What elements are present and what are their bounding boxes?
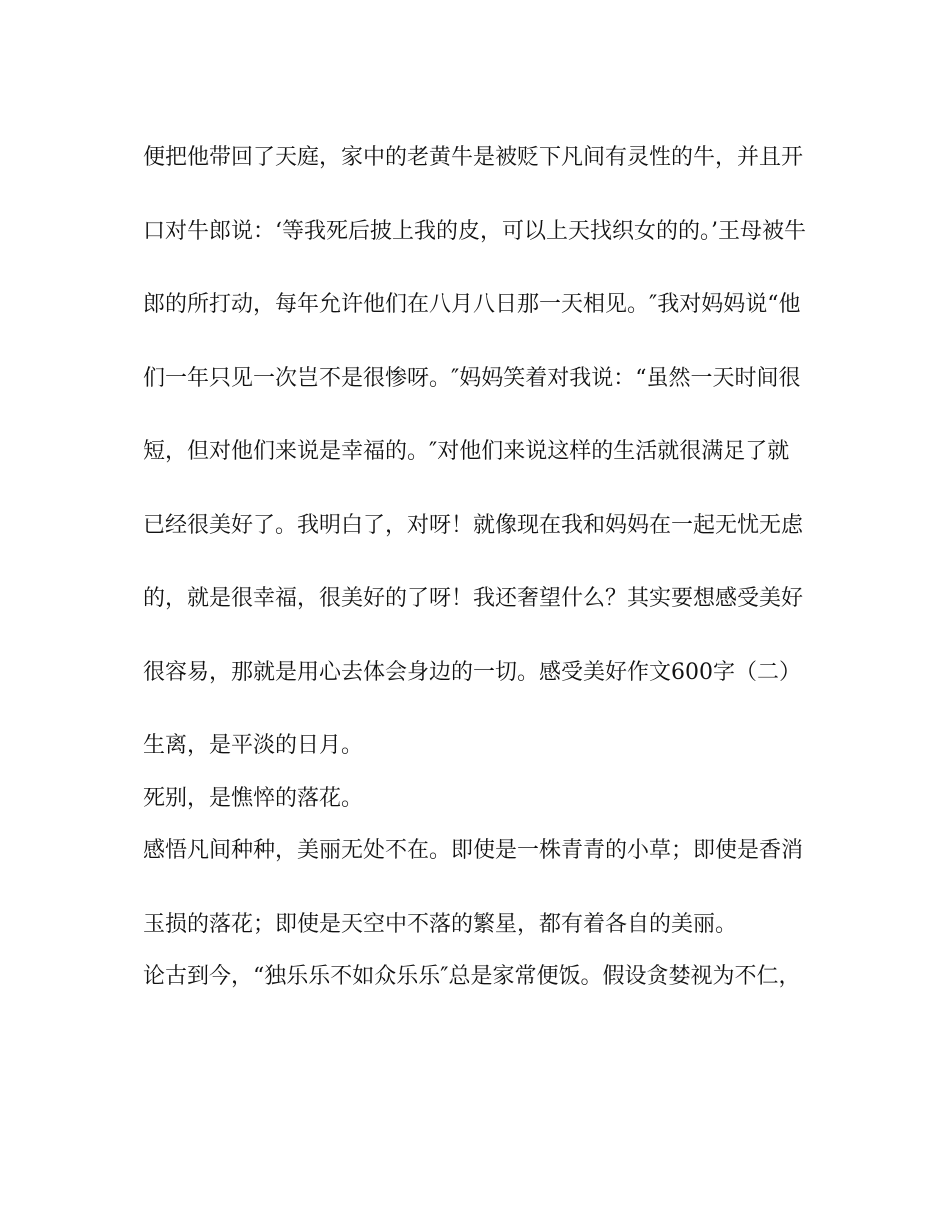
text-line: 们一年只见一次岂不是很惨呀。″妈妈笑着对我说：“虽然一天时间很 <box>143 365 801 391</box>
text-line: 便把他带回了天庭，家中的老黄牛是被贬下凡间有灵性的牛，并且开 <box>143 145 804 170</box>
text-line: 很容易，那就是用心去体会身边的一切。感受美好作文600字（二） <box>143 659 801 685</box>
text-line: 口对牛郎说：‘等我死后披上我的皮，可以上天找织女的的。’王母被牛 <box>143 218 806 244</box>
text-line: 感悟凡间种种，美丽无处不在。即使是一株青青的小草；即使是香消 <box>143 838 804 863</box>
text-line: 已经很美好了。我明白了，对呀！就像现在我和妈妈在一起无忧无虑 <box>143 512 804 538</box>
text-line: 死别，是憔悴的落花。 <box>143 785 364 811</box>
text-line: 的，就是很幸福，很美好的了呀！我还奢望什么？其实要想感受美好 <box>143 586 804 611</box>
text-line: 短，但对他们来说是幸福的。″对他们来说这样的生活就很满足了就 <box>143 439 790 464</box>
document-body <box>143 140 823 995</box>
text-line: 玉损的落花；即使是天空中不落的繁星，都有着各自的美丽。 <box>143 911 738 937</box>
text-line: 郎的所打动，每年允许他们在八月八日那一天相见。″我对妈妈说“他 <box>143 292 801 317</box>
text-line: 论古到今，“独乐乐不如众乐乐″总是家常便饭。假设贪婪视为不仁， <box>143 964 801 989</box>
text-line: 生离，是平淡的日月。 <box>143 733 364 758</box>
